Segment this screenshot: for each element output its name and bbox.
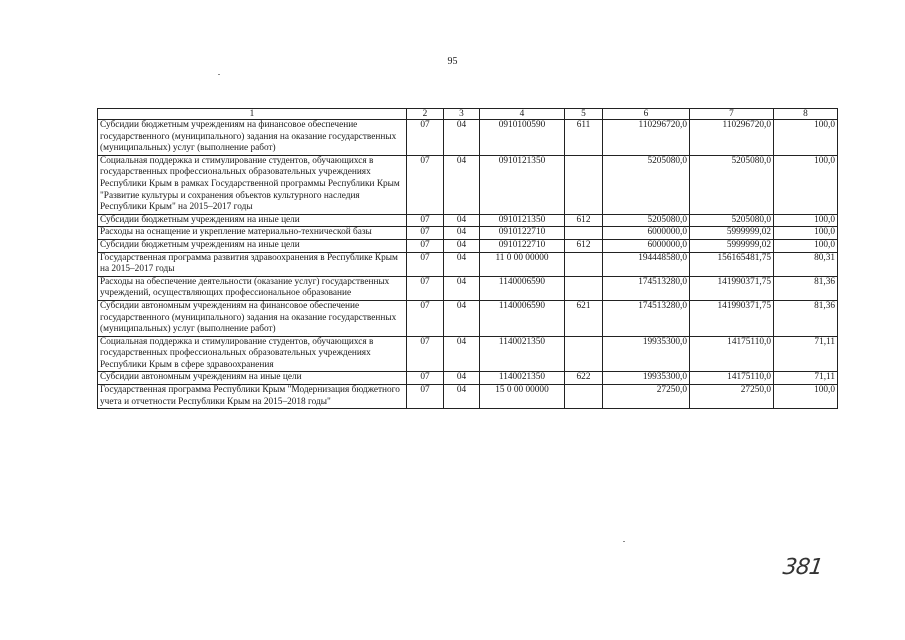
row-subsection: 04 [444, 336, 480, 372]
header-cell: 4 [480, 109, 565, 120]
row-target-article: 0910121350 [480, 214, 565, 227]
handwritten-page-number: 381 [781, 555, 824, 580]
row-section: 07 [407, 252, 444, 276]
row-actual-amount: 14175110,0 [690, 372, 774, 385]
row-percent: 80,31 [774, 252, 838, 276]
row-target-article: 0910121350 [480, 155, 565, 214]
row-planned-amount: 27250,0 [603, 385, 690, 409]
table-row [98, 214, 838, 227]
row-section: 07 [407, 336, 444, 372]
row-section: 07 [407, 214, 444, 227]
row-actual-amount: 141990371,75 [690, 300, 774, 336]
header-row [98, 109, 838, 120]
row-subsection: 04 [444, 120, 480, 156]
row-subsection: 04 [444, 239, 480, 252]
header-cell: 5 [565, 109, 603, 120]
row-section: 07 [407, 372, 444, 385]
row-target-article: 1140021350 [480, 336, 565, 372]
row-actual-amount: 5999999,02 [690, 239, 774, 252]
row-planned-amount: 174513280,0 [603, 300, 690, 336]
row-description: Субсидии бюджетным учреждениям на иные цели [98, 239, 407, 252]
header-cell: 2 [407, 109, 444, 120]
header-cell: 8 [774, 109, 838, 120]
row-target-article: 15 0 00 00000 [480, 385, 565, 409]
row-description: Субсидии бюджетным учреждениям на финансовое обеспечение государственного (муниципального) задания на оказание государственных (муниципальных) услуг (выполнение работ) [98, 120, 407, 156]
header-cell: 3 [444, 109, 480, 120]
row-percent: 100,0 [774, 385, 838, 409]
row-section: 07 [407, 239, 444, 252]
row-description: Социальная поддержка и стимулирование студентов, обучающихся в государственных профессиональных образовательных учреждениях Республики Крым в сфере здравоохранения [98, 336, 407, 372]
row-subsection: 04 [444, 300, 480, 336]
row-expense-type [565, 336, 603, 372]
table-row [98, 239, 838, 252]
table-row [98, 252, 838, 276]
row-percent: 100,0 [774, 155, 838, 214]
scan-speck [218, 74, 220, 75]
row-expense-type [565, 155, 603, 214]
row-target-article: 11 0 00 00000 [480, 252, 565, 276]
row-planned-amount: 19935300,0 [603, 336, 690, 372]
row-section: 07 [407, 276, 444, 300]
row-expense-type [565, 227, 603, 240]
row-expense-type: 611 [565, 120, 603, 156]
table-row [98, 120, 838, 156]
row-section: 07 [407, 120, 444, 156]
row-percent: 100,0 [774, 227, 838, 240]
row-expense-type [565, 252, 603, 276]
row-subsection: 04 [444, 372, 480, 385]
row-subsection: 04 [444, 227, 480, 240]
row-target-article: 0910100590 [480, 120, 565, 156]
row-subsection: 04 [444, 252, 480, 276]
row-description: Расходы на оснащение и укрепление материально-технической базы [98, 227, 407, 240]
row-target-article: 0910122710 [480, 239, 565, 252]
table-row [98, 372, 838, 385]
row-planned-amount: 6000000,0 [603, 227, 690, 240]
row-description: Субсидии бюджетным учреждениям на иные цели [98, 214, 407, 227]
row-actual-amount: 27250,0 [690, 385, 774, 409]
row-section: 07 [407, 227, 444, 240]
row-description: Государственная программа Республики Крым "Модернизация бюджетного учета и отчетности Республики Крым на 2015–2018 годы" [98, 385, 407, 409]
row-expense-type: 612 [565, 214, 603, 227]
row-percent: 71,11 [774, 336, 838, 372]
row-subsection: 04 [444, 214, 480, 227]
budget-table [97, 108, 838, 409]
row-section: 07 [407, 300, 444, 336]
table-row [98, 227, 838, 240]
row-subsection: 04 [444, 155, 480, 214]
row-expense-type [565, 276, 603, 300]
row-planned-amount: 174513280,0 [603, 276, 690, 300]
row-actual-amount: 14175110,0 [690, 336, 774, 372]
table-row [98, 276, 838, 300]
row-description: Социальная поддержка и стимулирование студентов, обучающихся в государственных профессиональных образовательных учреждениях Республики Крым в рамках Государственной программы Республики Крым "Развитие культуры и сохранения объектов культурного наследия Республики Крым" на 2015–2017 годы [98, 155, 407, 214]
row-planned-amount: 194448580,0 [603, 252, 690, 276]
row-planned-amount: 19935300,0 [603, 372, 690, 385]
row-subsection: 04 [444, 276, 480, 300]
row-subsection: 04 [444, 385, 480, 409]
row-target-article: 1140021350 [480, 372, 565, 385]
row-actual-amount: 5999999,02 [690, 227, 774, 240]
row-target-article: 0910122710 [480, 227, 565, 240]
table-row [98, 155, 838, 214]
row-planned-amount: 110296720,0 [603, 120, 690, 156]
row-percent: 100,0 [774, 214, 838, 227]
header-cell: 6 [603, 109, 690, 120]
row-actual-amount: 110296720,0 [690, 120, 774, 156]
row-percent: 100,0 [774, 239, 838, 252]
row-percent: 71,11 [774, 372, 838, 385]
row-expense-type: 622 [565, 372, 603, 385]
scan-speck [623, 541, 625, 542]
row-expense-type: 612 [565, 239, 603, 252]
row-expense-type [565, 385, 603, 409]
row-percent: 81,36 [774, 300, 838, 336]
table-row [98, 336, 838, 372]
row-section: 07 [407, 385, 444, 409]
page-number: 95 [447, 56, 458, 67]
row-actual-amount: 141990371,75 [690, 276, 774, 300]
row-percent: 81,36 [774, 276, 838, 300]
row-actual-amount: 5205080,0 [690, 155, 774, 214]
row-actual-amount: 5205080,0 [690, 214, 774, 227]
row-target-article: 1140006590 [480, 276, 565, 300]
row-description: Государственная программа развития здравоохранения в Республике Крым на 2015–2017 годы [98, 252, 407, 276]
header-cell: 7 [690, 109, 774, 120]
row-expense-type: 621 [565, 300, 603, 336]
table-row [98, 385, 838, 409]
row-percent: 100,0 [774, 120, 838, 156]
row-section: 07 [407, 155, 444, 214]
row-description: Расходы на обеспечение деятельности (оказание услуг) государственных учреждений, осуществляющих профессиональное образование [98, 276, 407, 300]
row-actual-amount: 156165481,75 [690, 252, 774, 276]
row-planned-amount: 5205080,0 [603, 214, 690, 227]
row-description: Субсидии автономным учреждениям на финансовое обеспечение государственного (муниципального) задания на оказание государственных (муниципальных) услуг (выполнение работ) [98, 300, 407, 336]
row-planned-amount: 5205080,0 [603, 155, 690, 214]
row-planned-amount: 6000000,0 [603, 239, 690, 252]
header-cell: 1 [98, 109, 407, 120]
table-row [98, 300, 838, 336]
row-description: Субсидии автономным учреждениям на иные цели [98, 372, 407, 385]
row-target-article: 1140006590 [480, 300, 565, 336]
